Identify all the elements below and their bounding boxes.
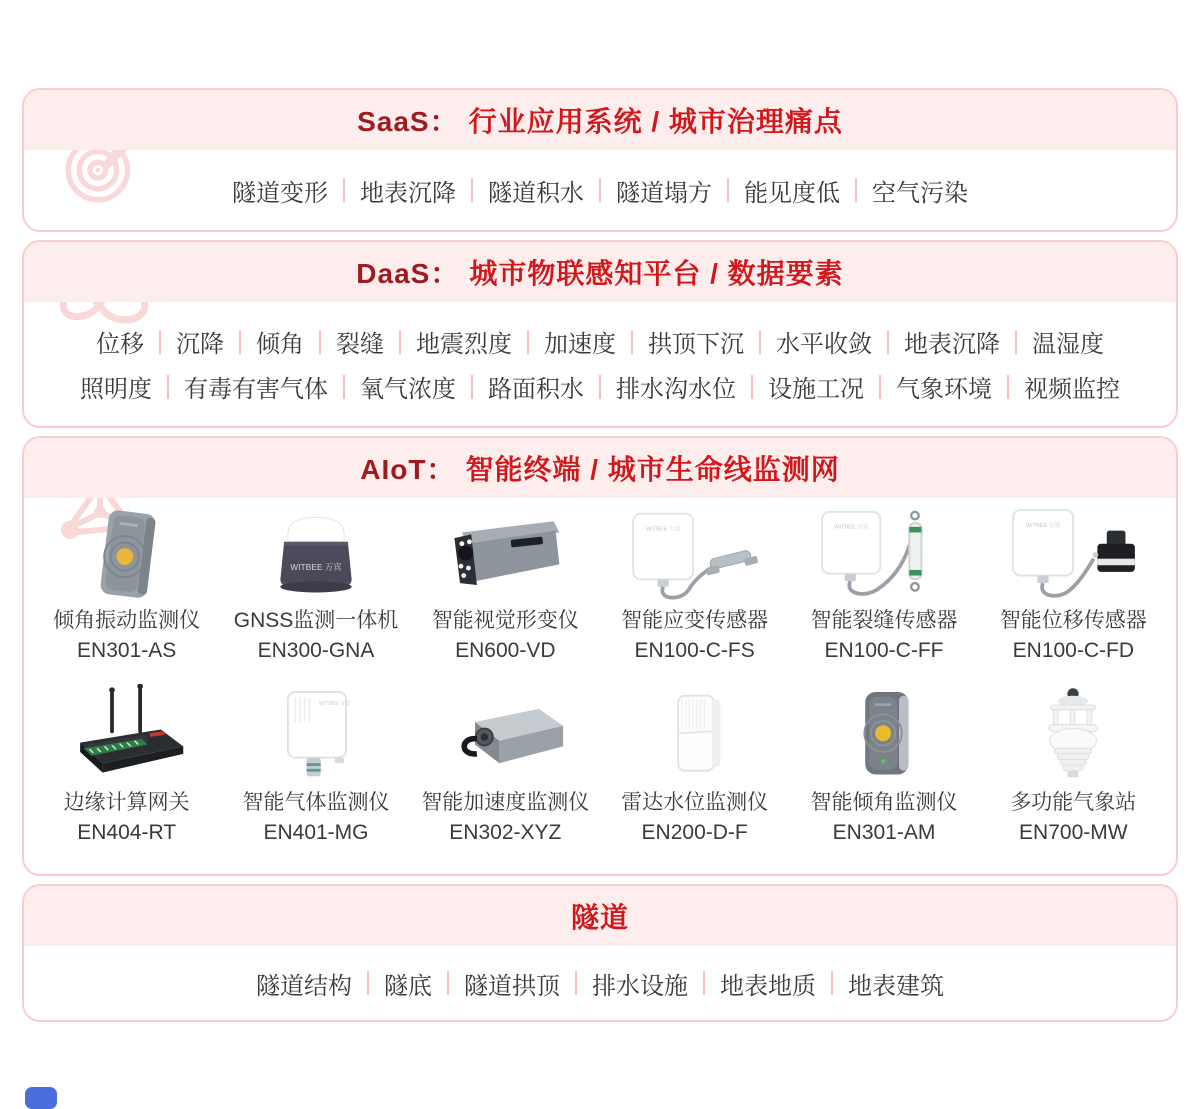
aiot-title: 智能终端 / 城市生命线监测网 [465,454,840,485]
svg-text:WITBEE 万宾: WITBEE 万宾 [319,701,351,708]
svg-text:WITBEE 万宾: WITBEE 万宾 [290,561,342,572]
product-model: EN300-GNA [257,639,375,662]
svg-text:WITBEE 万宾: WITBEE 万宾 [834,524,869,531]
daas-items-row-2 [24,369,1176,404]
daas-item: 水平收敛 [776,331,872,358]
daas-title: 城市物联感知平台 / 数据要素 [469,258,844,289]
bottom-blue-accent [25,1087,57,1109]
daas-item: 视频监控 [1024,376,1120,403]
crack-sensor-image [789,502,978,606]
product-name: 智能倾角监测仪 [810,791,958,814]
product-model: EN100-C-FD [1012,639,1134,662]
aiot-title-prefix: AIoT： [360,454,456,485]
tunnel-item: 隧道结构 [256,972,352,1000]
product-name: 智能裂缝传感器 [810,609,958,632]
acceleration-monitor-image [411,684,600,788]
saas-item: 能见度低 [744,179,840,207]
product-card [789,684,978,848]
strain-sensor-image [600,502,789,606]
saas-item: 隧道变形 [232,179,328,207]
product-card [789,502,978,666]
tilt-monitor-image [789,684,978,788]
product-card [600,502,789,666]
daas-item: 位移 [96,331,144,358]
tunnel-items-row [24,966,1176,1001]
product-name: 智能加速度监测仪 [421,791,590,814]
gnss-monitor-image [221,502,410,606]
aiot-section-card [22,436,1178,876]
saas-items-row [24,173,1176,208]
product-model: EN401-MG [263,821,369,844]
tunnel-section-header [24,886,1176,946]
product-model: EN301-AS [77,639,177,662]
daas-item: 照明度 [80,376,152,403]
daas-item: 路面积水 [488,376,584,403]
saas-item: 隧道塌方 [616,179,712,207]
product-model: EN100-C-FS [634,639,755,662]
svg-text:WITBEE 万宾: WITBEE 万宾 [645,526,680,533]
gas-monitor-image [221,684,410,788]
vision-camera-image [411,502,600,606]
product-card [32,502,221,666]
tunnel-item: 地表地质 [720,972,816,1000]
saas-items-area [24,150,1176,230]
diagram-stack [22,88,1178,1030]
product-name: 雷达水位监测仪 [621,791,769,814]
product-card [979,684,1168,848]
tunnel-item: 隧道拱顶 [464,972,560,1000]
tunnel-item: 排水设施 [592,972,688,1000]
product-name: 智能应变传感器 [621,609,769,632]
svg-text:WITBEE 万宾: WITBEE 万宾 [1026,522,1061,529]
daas-item: 设施工况 [768,376,864,403]
saas-section-header [24,90,1176,150]
saas-title: 行业应用系统 / 城市治理痛点 [468,106,843,137]
product-card [32,684,221,848]
tunnel-title: 隧道 [570,902,629,933]
product-name: 倾角振动监测仪 [53,609,201,632]
product-name: 智能位移传感器 [999,609,1147,632]
product-name: 智能气体监测仪 [242,791,390,814]
tunnel-section-card [22,884,1178,1022]
weather-station-image [979,684,1168,788]
product-name: 多功能气象站 [1010,791,1137,814]
product-model: EN301-AM [832,821,936,844]
daas-item: 沉降 [176,331,224,358]
saas-section-card [22,88,1178,232]
tilt-vibration-monitor-image [32,502,221,606]
product-model: EN200-D-F [641,821,748,844]
product-model: EN700-MW [1019,821,1128,844]
product-card [411,502,600,666]
daas-item: 有毒有害气体 [184,376,328,403]
product-model: EN404-RT [77,821,177,844]
tunnel-items-area [24,946,1176,1020]
product-model: EN100-C-FF [824,639,944,662]
daas-section-header [24,242,1176,302]
saas-item: 地表沉降 [360,179,456,207]
daas-items-row-1 [24,324,1176,359]
product-card [221,502,410,666]
daas-item: 倾角 [256,331,304,358]
daas-item: 拱顶下沉 [648,331,744,358]
product-name: 智能视觉形变仪 [431,609,579,632]
daas-item: 温湿度 [1032,331,1104,358]
daas-item: 气象环境 [896,376,992,403]
product-model: EN600-VD [455,639,556,662]
product-card [221,684,410,848]
daas-items-area [24,302,1176,426]
saas-title-prefix: SaaS： [357,106,459,137]
saas-item: 空气污染 [872,179,968,207]
aiot-product-grid [24,498,1176,848]
daas-item: 地震烈度 [416,331,512,358]
daas-section-card [22,240,1178,428]
product-name: GNSS监测一体机 [233,609,399,632]
edge-gateway-image [32,684,221,788]
daas-item: 地表沉降 [904,331,1000,358]
product-model: EN302-XYZ [449,821,562,844]
aiot-section-header [24,438,1176,498]
daas-item: 排水沟水位 [616,376,736,403]
saas-item: 隧道积水 [488,179,584,207]
radar-level-monitor-image [600,684,789,788]
tunnel-item: 隧底 [384,972,432,1000]
tunnel-item: 地表建筑 [848,972,944,1000]
product-card [411,684,600,848]
product-name: 边缘计算网关 [63,791,190,814]
displacement-sensor-image [979,502,1168,606]
product-card [979,502,1168,666]
product-card [600,684,789,848]
daas-title-prefix: DaaS： [356,258,460,289]
daas-item: 加速度 [544,331,616,358]
daas-item: 氧气浓度 [360,376,456,403]
daas-item: 裂缝 [336,331,384,358]
